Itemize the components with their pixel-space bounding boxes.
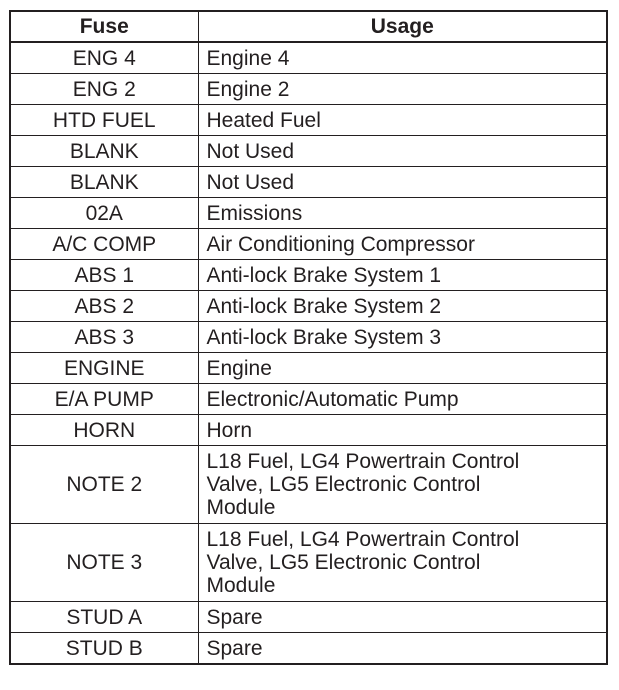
fuse-name-cell: BLANK (10, 167, 198, 198)
fuse-usage-cell (198, 524, 607, 602)
fuse-name-cell: NOTE 3 (10, 524, 198, 602)
fuse-name-cell: HORN (10, 415, 198, 446)
usage-text-line: L18 Fuel, LG4 Powertrain Control (206, 528, 520, 551)
usage-text-line: L18 Fuel, LG4 Powertrain Control (206, 450, 520, 473)
column-header-fuse: Fuse (10, 11, 198, 42)
fuse-name-cell: HTD FUEL (10, 105, 198, 136)
fuse-name-cell: ENG 2 (10, 74, 198, 105)
usage-text-line: Valve, LG5 Electronic Control (206, 473, 481, 496)
table-row (10, 446, 607, 524)
fuse-name-cell: ABS 2 (10, 291, 198, 322)
fuse-usage-cell: Air Conditioning Compressor (198, 229, 607, 260)
table-row (10, 105, 607, 136)
fuse-name-cell: E/A PUMP (10, 384, 198, 415)
table-row (10, 353, 607, 384)
table-row (10, 136, 607, 167)
fuse-usage-cell: Anti-lock Brake System 3 (198, 322, 607, 353)
fuse-name-cell: STUD A (10, 602, 198, 633)
table-row (10, 291, 607, 322)
fuse-usage-cell: Anti-lock Brake System 1 (198, 260, 607, 291)
table-row (10, 602, 607, 633)
fuse-name-cell: STUD B (10, 633, 198, 665)
fuse-usage-cell: Heated Fuel (198, 105, 607, 136)
fuse-usage-cell: Spare (198, 602, 607, 633)
table-row (10, 633, 607, 665)
table-row (10, 524, 607, 602)
fuse-name-cell: BLANK (10, 136, 198, 167)
fuse-usage-cell: Spare (198, 633, 607, 665)
table-row (10, 415, 607, 446)
fuse-usage-cell: Electronic/Automatic Pump (198, 384, 607, 415)
usage-text-line: Module (206, 496, 276, 519)
fuse-usage-cell: Engine (198, 353, 607, 384)
usage-text-line: Module (206, 574, 276, 597)
fuse-usage-cell: Emissions (198, 198, 607, 229)
table-body (10, 42, 607, 664)
column-header-usage: Usage (198, 11, 607, 42)
table-row (10, 42, 607, 74)
fuse-usage-cell: Engine 2 (198, 74, 607, 105)
fuse-usage-cell: Engine 4 (198, 42, 607, 74)
fuse-name-cell: A/C COMP (10, 229, 198, 260)
fuse-usage-cell (198, 446, 607, 524)
table-row (10, 229, 607, 260)
fuse-name-cell: 02A (10, 198, 198, 229)
table-row (10, 384, 607, 415)
fuse-usage-table (9, 10, 608, 665)
fuse-name-cell: ABS 3 (10, 322, 198, 353)
table-header-row (10, 11, 607, 42)
fuse-usage-cell: Horn (198, 415, 607, 446)
table-row (10, 74, 607, 105)
table-row (10, 260, 607, 291)
fuse-usage-cell: Not Used (198, 167, 607, 198)
fuse-name-cell: ENGINE (10, 353, 198, 384)
fuse-name-cell: NOTE 2 (10, 446, 198, 524)
usage-text-line: Valve, LG5 Electronic Control (206, 551, 481, 574)
fuse-name-cell: ABS 1 (10, 260, 198, 291)
table-row (10, 167, 607, 198)
table-row (10, 322, 607, 353)
fuse-name-cell: ENG 4 (10, 42, 198, 74)
fuse-usage-cell: Not Used (198, 136, 607, 167)
fuse-usage-cell: Anti-lock Brake System 2 (198, 291, 607, 322)
table-row (10, 198, 607, 229)
